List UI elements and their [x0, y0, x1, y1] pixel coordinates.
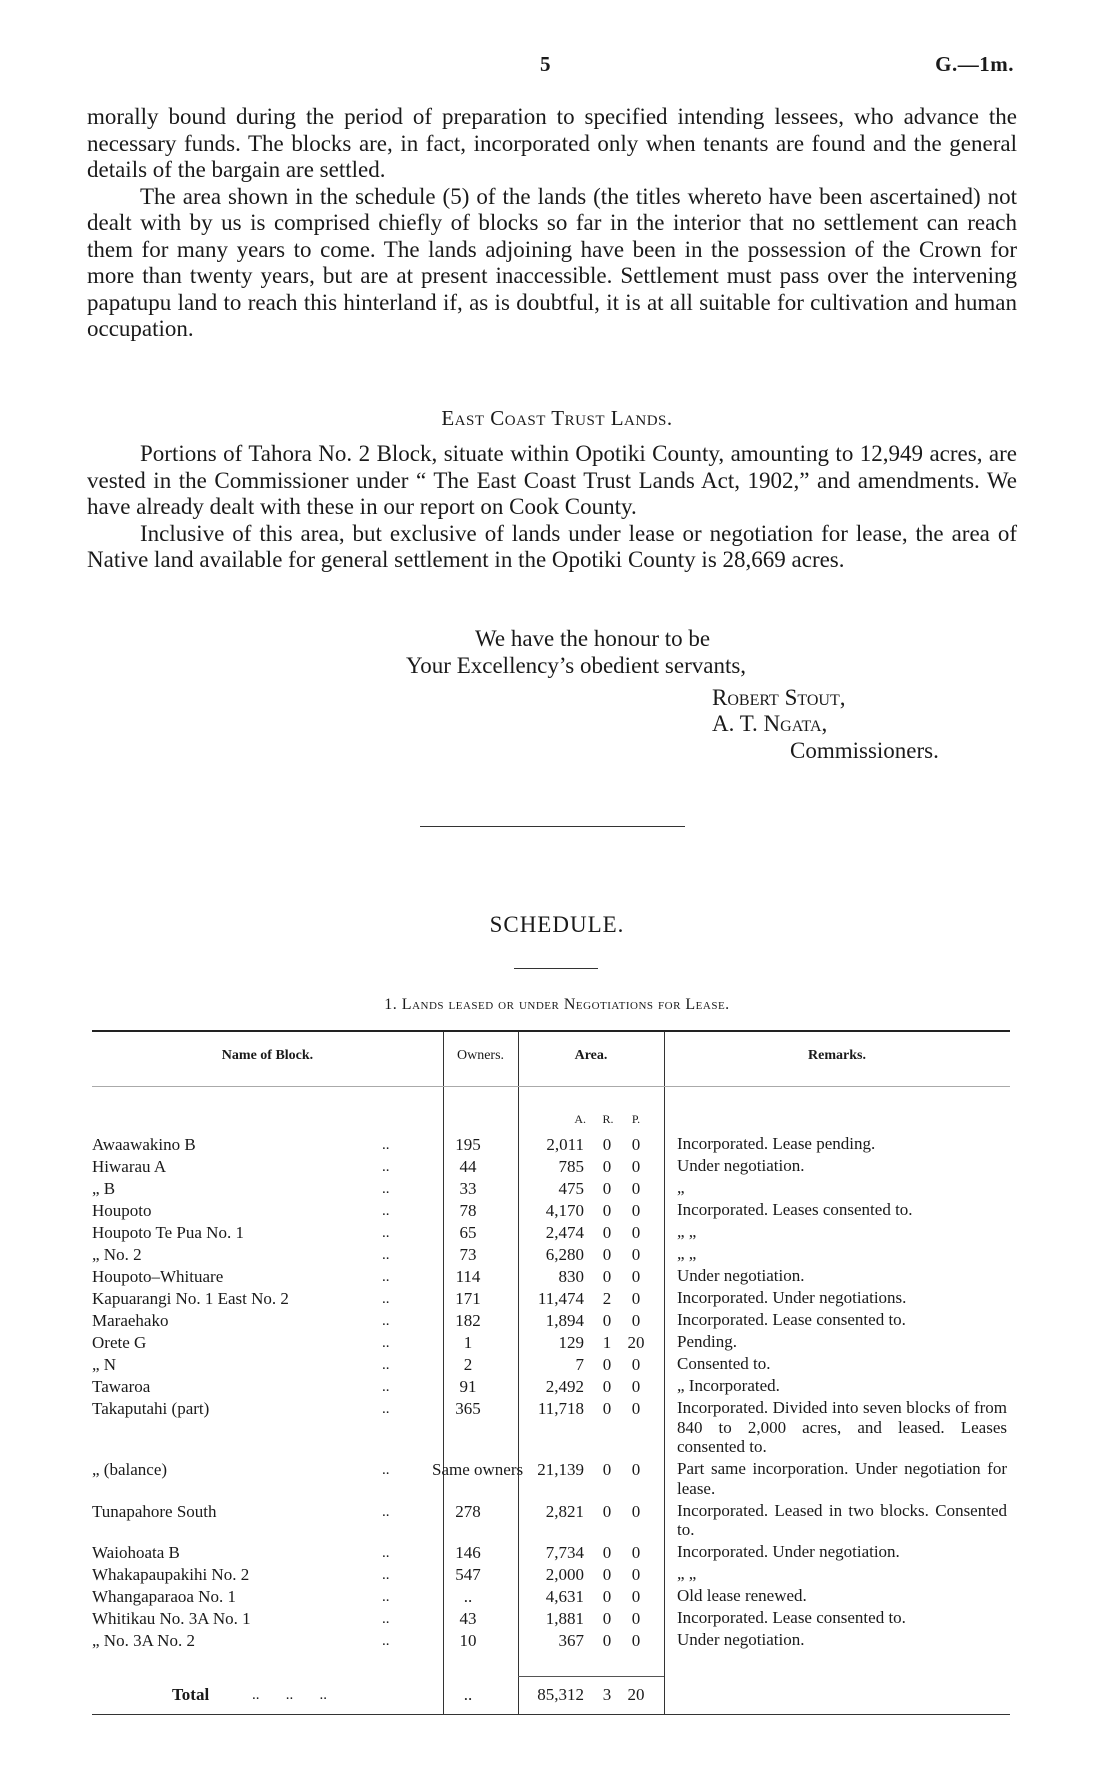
area-roods: 0: [602, 1587, 612, 1606]
owners-count: 91: [459, 1377, 477, 1396]
area-acres: 2,492: [545, 1377, 584, 1396]
leader-dots: ..: [382, 1503, 390, 1520]
table-top-rule: [92, 1030, 1010, 1032]
area-perches: 0: [631, 1311, 641, 1330]
area-roods: 0: [602, 1267, 612, 1286]
area-roods: 0: [602, 1543, 612, 1562]
leader-dots: ..: [382, 1159, 390, 1175]
area-acres: 475: [558, 1179, 584, 1198]
area-acres: 785: [558, 1157, 584, 1176]
leader-dots: ..: [382, 1247, 390, 1263]
remarks: Incorporated. Leased in two blocks. Consented to.: [677, 1500, 1007, 1539]
leader-dots: ..: [382, 1567, 390, 1583]
leader-dots: .. .. ..: [252, 1687, 327, 1703]
area-acres: 21,139: [537, 1460, 584, 1479]
block-name: Waiohoata B: [92, 1543, 180, 1562]
leader-dots: ..: [382, 1269, 390, 1285]
area-acres: 2,821: [545, 1501, 584, 1521]
block-name: Maraehako: [92, 1311, 169, 1330]
schedule-title: SCHEDULE.: [489, 912, 625, 937]
area-perches: 0: [631, 1377, 641, 1396]
divider-rule: [420, 826, 685, 827]
area-acres: 2,011: [546, 1135, 584, 1154]
area-acres: 2,000: [545, 1565, 584, 1584]
remarks: Under negotiation.: [677, 1266, 805, 1285]
leader-dots: ..: [382, 1611, 390, 1627]
leader-dots: ..: [382, 1379, 390, 1395]
remarks: „ „: [677, 1564, 697, 1583]
area-acres: 6,280: [545, 1245, 584, 1264]
owners-count: 43: [459, 1609, 477, 1628]
header-rule: [92, 1086, 1010, 1087]
owners-count: Same owners: [432, 1460, 524, 1479]
area-perches: 0: [631, 1179, 641, 1198]
remarks: Incorporated. Lease consented to.: [677, 1608, 906, 1627]
total-rule: [518, 1676, 664, 1677]
owners-count: 365: [455, 1399, 481, 1418]
owners-count: 195: [455, 1135, 481, 1154]
owners-count: 65: [459, 1223, 477, 1242]
remarks: Incorporated. Lease pending.: [677, 1134, 876, 1153]
leader-dots: ..: [382, 1462, 390, 1478]
section-heading: East Coast Trust Lands.: [441, 406, 673, 430]
remarks: „ „: [677, 1244, 697, 1263]
table-row: [92, 1398, 1010, 1456]
area-acres: 1,894: [545, 1311, 584, 1330]
area-perches: 0: [631, 1135, 641, 1154]
leader-dots: ..: [382, 1335, 390, 1351]
area-acres: 11,474: [537, 1289, 584, 1308]
area-acres: 367: [558, 1631, 584, 1650]
area-acres: 4,631: [545, 1587, 584, 1606]
owners-count: 10: [459, 1631, 477, 1650]
signatory-1: Robert Stout,: [712, 685, 846, 710]
area-perches: 0: [631, 1399, 641, 1418]
area-roods: 0: [602, 1565, 612, 1584]
area-roods: 0: [602, 1377, 612, 1396]
area-perches: 0: [631, 1245, 641, 1264]
owners-count: 73: [459, 1245, 477, 1264]
area-perches: 0: [631, 1543, 641, 1562]
subhead-roods: R.: [602, 1112, 614, 1126]
block-name: Houpoto–Whituare: [92, 1267, 224, 1286]
leader-dots: ..: [382, 1137, 390, 1153]
table-row: [92, 1288, 1010, 1310]
area-perches: 0: [631, 1157, 641, 1176]
column-header-name: Name of Block.: [221, 1048, 314, 1063]
area-roods: 0: [602, 1311, 612, 1330]
area-acres: 830: [558, 1267, 584, 1286]
area-perches: 20: [627, 1333, 645, 1352]
area-roods: 0: [602, 1157, 612, 1176]
paragraph: Inclusive of this area, but exclusive of lands under lease or negotiation for lease, the area of Native land available for general settlement in the Opotiki County is 28,669 acres.: [87, 520, 1017, 572]
table-row: [92, 1459, 1010, 1498]
table-row: [92, 1630, 1010, 1652]
block-name: Tunapahore South: [92, 1501, 217, 1521]
area-acres: 7: [575, 1355, 584, 1374]
remarks: Incorporated. Divided into seven blocks of from 840 to 2,000 acres, and leased. Leases consented to.: [677, 1398, 1007, 1456]
area-acres: 1,881: [545, 1609, 584, 1628]
area-acres: 11,718: [537, 1399, 584, 1418]
table-row: [92, 1354, 1010, 1376]
leader-dots: ..: [382, 1203, 390, 1219]
title-underline: [514, 968, 598, 969]
table-row: [92, 1542, 1010, 1564]
column-header-remarks: Remarks.: [808, 1048, 866, 1063]
remarks: Pending.: [677, 1332, 737, 1351]
area-roods: 0: [602, 1223, 612, 1242]
total-acres: 85,312: [537, 1685, 584, 1704]
area-perches: 0: [631, 1609, 641, 1628]
area-perches: 0: [631, 1501, 641, 1521]
leader-dots: ..: [382, 1181, 390, 1197]
area-roods: 0: [602, 1460, 612, 1479]
area-roods: 0: [602, 1135, 612, 1154]
owners-count: 182: [455, 1311, 481, 1330]
remarks: Incorporated. Under negotiation.: [677, 1542, 900, 1561]
table-total-row: [92, 1684, 1010, 1706]
area-perches: 0: [631, 1631, 641, 1650]
remarks: Incorporated. Under negotiations.: [677, 1288, 907, 1307]
area-perches: 0: [631, 1460, 641, 1479]
leader-dots: ..: [382, 1633, 390, 1649]
block-name: Tawaroa: [92, 1377, 151, 1396]
table-row: [92, 1222, 1010, 1244]
section-body-text: [87, 441, 1017, 574]
total-owners: ..: [463, 1685, 473, 1704]
owners-count: ..: [463, 1587, 473, 1606]
table-row: [92, 1266, 1010, 1288]
column-header-area: Area.: [574, 1048, 608, 1063]
area-roods: 0: [602, 1501, 612, 1521]
table-row: [92, 1244, 1010, 1266]
table-row: [92, 1178, 1010, 1200]
block-name: „ No. 3A No. 2: [92, 1631, 195, 1650]
area-perches: 0: [631, 1223, 641, 1242]
owners-count: 278: [455, 1501, 481, 1521]
area-roods: 0: [602, 1355, 612, 1374]
table-title: 1. Lands leased or under Negotiations for Lease.: [384, 996, 730, 1013]
paragraph: Portions of Tahora No. 2 Block, situate within Opotiki County, amounting to 12,949 acres, are vested in the Commissioner under “ The East Coast Trust Lands Act, 1902,” and amendments. We have already dealt with these in our report on Cook County.: [87, 441, 1017, 519]
area-perches: 0: [631, 1267, 641, 1286]
area-perches: 0: [631, 1201, 641, 1220]
subhead-acres: A.: [574, 1112, 586, 1126]
block-name: Takaputahi (part): [92, 1399, 210, 1418]
owners-count: 1: [463, 1333, 473, 1352]
table-row: [92, 1564, 1010, 1586]
remarks: „ „: [677, 1222, 697, 1241]
owners-count: 33: [459, 1179, 477, 1198]
block-name: Houpoto Te Pua No. 1: [92, 1223, 244, 1242]
area-acres: 2,474: [545, 1223, 584, 1242]
area-perches: 0: [631, 1565, 641, 1584]
closing-line-1: We have the honour to be: [475, 626, 711, 651]
paragraph: The area shown in the schedule (5) of the lands (the titles whereto have been ascertained) not dealt with by us is comprised chiefly of blocks so far in the interior that no settlement can reach them for many years to come. The lands adjoining have been in the possession of the Crown for more than twenty years, but are at present inaccessible. Settlement must pass over the intervening papatupu land to reach this hinterland if, as is doubtful, it is at all suitable for cultivation and human occupation.: [87, 183, 1017, 341]
owners-count: 78: [459, 1201, 477, 1220]
area-acres: 129: [558, 1333, 584, 1352]
document-reference: G.—1m.: [935, 52, 1014, 76]
table-row: [92, 1586, 1010, 1608]
block-name: „ (balance): [92, 1460, 168, 1479]
block-name: „ N: [92, 1355, 117, 1374]
block-name: Kapuarangi No. 1 East No. 2: [92, 1289, 289, 1308]
table-row: [92, 1200, 1010, 1222]
table-row: [92, 1376, 1010, 1398]
area-roods: 1: [602, 1333, 612, 1352]
remarks: Under negotiation.: [677, 1630, 805, 1649]
area-acres: 7,734: [545, 1543, 584, 1562]
block-name: „ B: [92, 1179, 116, 1198]
area-roods: 0: [602, 1609, 612, 1628]
remarks: Old lease renewed.: [677, 1586, 807, 1605]
table-row: [92, 1134, 1010, 1156]
total-label: Total: [172, 1685, 210, 1704]
owners-count: 44: [459, 1157, 477, 1176]
table-row: [92, 1310, 1010, 1332]
table-row: [92, 1156, 1010, 1178]
table-row: [92, 1332, 1010, 1354]
remarks: Under negotiation.: [677, 1156, 805, 1175]
table-row: [92, 1608, 1010, 1630]
owners-count: 2: [463, 1355, 473, 1374]
block-name: Orete G: [92, 1333, 147, 1352]
remarks: Incorporated. Lease consented to.: [677, 1310, 906, 1329]
total-perches: 20: [627, 1685, 645, 1704]
area-perches: 0: [631, 1355, 641, 1374]
subhead-perches: P.: [631, 1112, 641, 1126]
leader-dots: ..: [382, 1545, 390, 1561]
leader-dots: ..: [382, 1357, 390, 1373]
area-roods: 0: [602, 1399, 612, 1418]
remarks: „ Incorporated.: [677, 1376, 780, 1395]
leader-dots: ..: [382, 1589, 390, 1605]
block-name: Houpoto: [92, 1201, 152, 1220]
leader-dots: ..: [382, 1225, 390, 1241]
owners-count: 547: [455, 1565, 481, 1584]
block-name: „ No. 2: [92, 1245, 142, 1264]
block-name: Whangaparaoa No. 1: [92, 1587, 236, 1606]
area-perches: 0: [631, 1289, 641, 1308]
area-roods: 0: [602, 1245, 612, 1264]
remarks: Consented to.: [677, 1354, 771, 1373]
area-acres: 4,170: [545, 1201, 584, 1220]
remarks: „: [677, 1178, 685, 1197]
closing-line-2: Your Excellency’s obedient servants,: [406, 653, 747, 678]
table-row: [92, 1500, 1010, 1539]
signatory-role: Commissioners.: [790, 738, 939, 763]
block-name: Whitikau No. 3A No. 1: [92, 1609, 251, 1628]
remarks: Part same incorporation. Under negotiation for lease.: [677, 1459, 1007, 1498]
leader-dots: ..: [382, 1401, 390, 1417]
signatory-2: A. T. Ngata,: [712, 711, 828, 736]
leader-dots: ..: [382, 1291, 390, 1307]
column-header-owners: Owners.: [456, 1048, 505, 1063]
area-perches: 0: [631, 1587, 641, 1606]
body-text: [87, 104, 1017, 343]
paragraph: morally bound during the period of preparation to specified intending lessees, who advance the necessary funds. The blocks are, in fact, incorporated only when tenants are found and the general details of the bargain are settled.: [87, 104, 1017, 182]
area-roods: 2: [602, 1289, 612, 1308]
block-name: Hiwarau A: [92, 1157, 167, 1176]
page-number: 5: [540, 52, 551, 76]
block-name: Whakapaupakihi No. 2: [92, 1565, 250, 1584]
leader-dots: ..: [382, 1313, 390, 1329]
owners-count: 146: [455, 1543, 481, 1562]
owners-count: 171: [455, 1289, 481, 1308]
remarks: Incorporated. Leases consented to.: [677, 1200, 913, 1219]
area-roods: 0: [602, 1201, 612, 1220]
owners-count: 114: [455, 1267, 481, 1286]
block-name: Awaawakino B: [92, 1135, 196, 1154]
area-roods: 0: [602, 1179, 612, 1198]
total-roods: 3: [602, 1685, 612, 1704]
area-roods: 0: [602, 1631, 612, 1650]
table-bottom-rule: [92, 1714, 1010, 1715]
